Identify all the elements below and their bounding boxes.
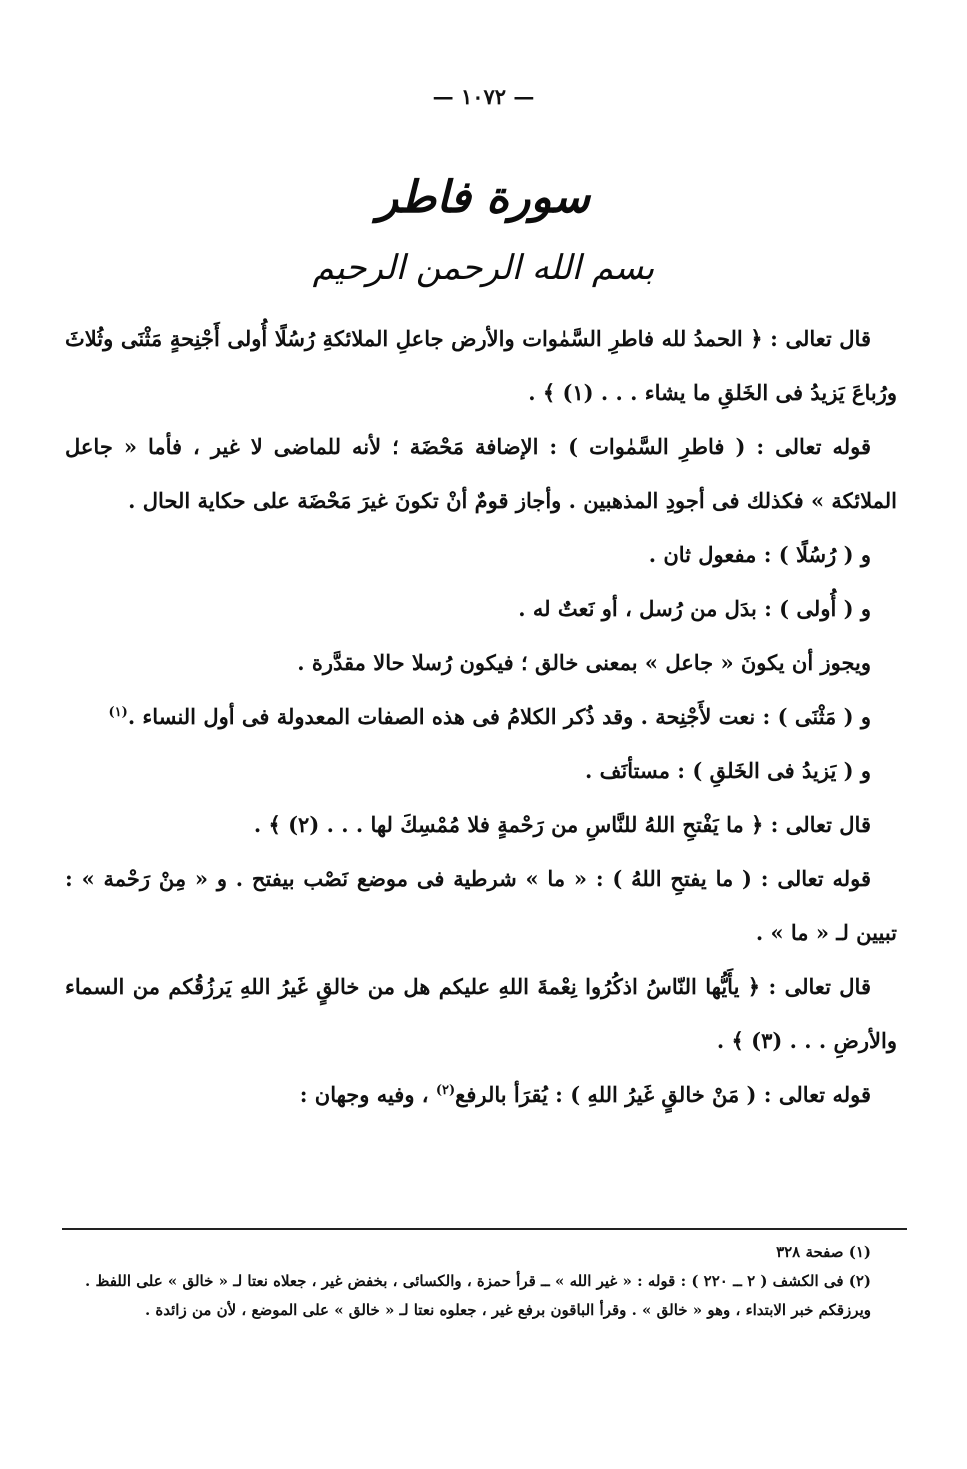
footnote-ref-1: (١) (108, 705, 128, 720)
paragraph-commentary-3-tail: ، وفيه وجهان : (299, 1082, 436, 1107)
paragraph-commentary-3-text: قوله تعالى : ( مَنْ خالقٍ غَيرُ اللهِ ) : يُقرَأ بالرفع (455, 1082, 871, 1107)
paragraph-mathna (65, 690, 897, 744)
paragraph-commentary-2: قوله تعالى : ( ما يفتحِ اللهُ ) : « ما » شرطية فى موضع نَصْب بيفتح . و « مِنْ رَحْمة » : تبيين لـ « ما » . (65, 866, 897, 945)
paragraph-commentary-1: قوله تعالى : ( فاطرِ السَّمٰوات ) : الإضافة مَحْضَة ؛ لأنه للماضى لا غير ، فأما « جاعل الملائكة » فكذلك فى أجودِ المذهبين . وأجاز قومٌ أنْ تكونَ غيرَ مَحْضَة على حكاية الحال . (65, 434, 897, 513)
basmala: بسم الله الرحمن الرحيم (312, 248, 655, 288)
footnotes (65, 1238, 897, 1325)
paragraph-jaail: ويجوز أن يكونَ « جاعل » بمعنى خالق ؛ فيكون رُسلا حالا مقدَّرة . (297, 650, 871, 675)
surah-title: سورة فاطر (377, 172, 590, 223)
paragraph-mathna-text: و ( مَثْنَى ) : نعت لأَجْنِحة . وقد ذُكر الكلامُ فى هذه الصفات المعدولة فى أول النساء . (127, 704, 871, 729)
page-number: — ١٠٧٢ — (432, 84, 535, 109)
footnote-2: (٢) فى الكشف ( ٢ ــ ٢٢٠ ) : قوله : « غير الله » ــ قرأ حمزة ، والكسائى ، بخفض غير ، جعلاه نعتا لـ « خالق » على اللفظ . ويرزقكم خبر الابتداء ، وهو « خالق » . وقرأ الباقون برفع غير ، جعلوه نعتا لـ « خالق » على الموضع ، لأن من زائدة . (85, 1272, 871, 1319)
footnote-1: (١) صفحة ٣٢٨ (776, 1243, 871, 1261)
paragraph-verse-2: قال تعالى : ﴿ ما يَفْتحِ اللهُ للنَّاسِ من رَحْمةٍ فلا مُمْسِكَ لها . . . (٢) ﴾ . (253, 812, 871, 837)
paragraph-verse-1: قال تعالى : ﴿ الحمدُ لله فاطرِ السَّمٰوات والأرض جاعلِ الملائكةِ رُسُلًا أُولى أَجْنِحةٍ مَثْنَى وثُلاثَ ورُباعَ يَزيدُ فى الخَلقِ ما يشاء . . . (١) ﴾ . (65, 326, 897, 405)
paragraph-commentary-3 (65, 1068, 897, 1122)
footnote-divider (62, 1228, 907, 1230)
paragraph-ula: و ( أُولى ) : بدَل من رُسل ، أو نَعتٌ له . (518, 596, 871, 621)
body-text (65, 312, 897, 1122)
footnote-ref-2: (٢) (435, 1083, 456, 1098)
paragraph-verse-3: قال تعالى : ﴿ يأَيُّها النّاسُ اذكُرُوا نِعْمةَ اللهِ عليكم هل من خالقٍ غَيرُ اللهِ يَرزُقُكم من السماء والأرضِ . . . (٣) ﴾ . (65, 974, 897, 1053)
paragraph-yazid: و ( يَزيدُ فى الخَلقِ ) : مستأنَف . (585, 758, 871, 783)
paragraph-rusulan: و ( رُسُلًا ) : مفعول ثان . (648, 542, 871, 567)
